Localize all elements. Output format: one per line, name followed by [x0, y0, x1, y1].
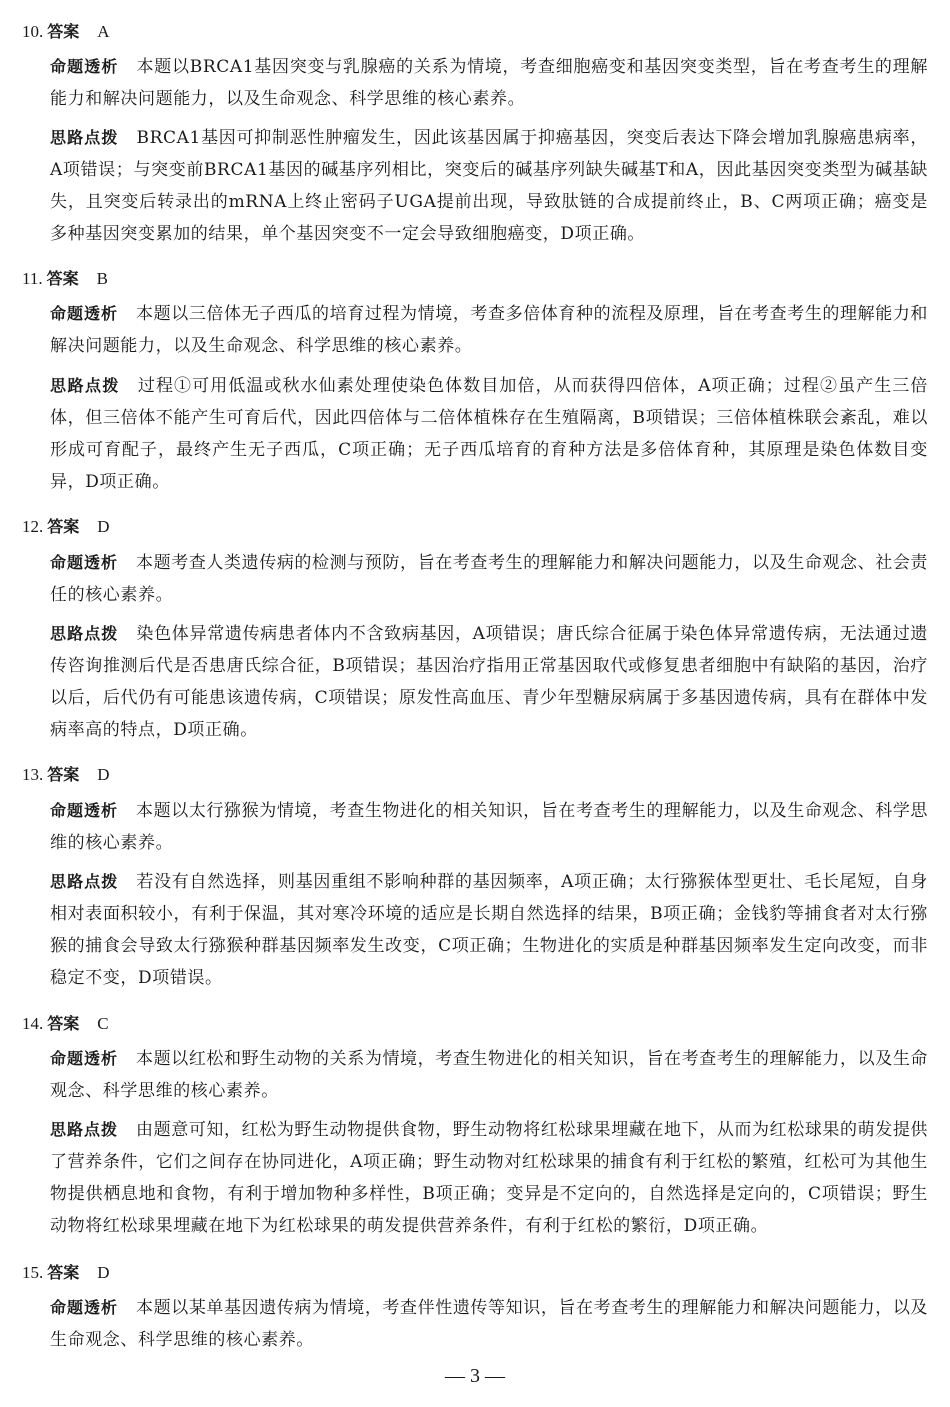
question-header [22, 1258, 110, 1288]
analysis-label: 命题透析 [50, 57, 119, 76]
hint-text: BRCA1基因可抑制恶性肿瘤发生，因此该基因属于抑癌基因，突变后表达下降会增加乳腺癌患病率，A项错误；与突变前BRCA1基因的碱基序列相比，突变后的碱基序列缺失碱基T和A，因此基因突变类型为碱基缺失，且突变后转录出的mRNA上终止密码子UGA提前出现，导致肽链的合成提前终止，B、C两项正确；癌变是多种基因突变累加的结果，单个基因突变不一定会导致细胞癌变，D项正确。 [50, 128, 928, 244]
analysis-label: 命题透析 [50, 1049, 119, 1068]
analysis-text: 本题以红松和野生动物的关系为情境，考查生物进化的相关知识，旨在考查考生的理解能力，以及生命观念、科学思维的核心素养。 [50, 1049, 929, 1101]
answer-value: B [96, 269, 108, 288]
page-number: — 3 — [445, 1365, 505, 1387]
question-number: 14. [22, 1014, 44, 1033]
hint-text: 过程①可用低温或秋水仙素处理使染色体数目加倍，从而获得四倍体，A项正确；过程②虽产生三倍体，但三倍体不能产生可育后代，因此四倍体与二倍体植株存在生殖隔离，B项错误；三倍体植株联会紊乱，难以形成可育配子，最终产生无子西瓜，C项正确；无子西瓜培育的育种方法是多倍体育种，其原理是染色体数目变异，D项正确。 [50, 376, 928, 492]
hint-label: 思路点拨 [50, 1120, 119, 1139]
analysis-label: 命题透析 [50, 304, 119, 323]
analysis-text: 本题以三倍体无子西瓜的培育过程为情境，考查多倍体育种的流程及原理，旨在考查考生的理解能力和解决问题能力，以及生命观念、科学思维的核心素养。 [50, 304, 929, 356]
analysis-paragraph [50, 51, 928, 115]
question-header [22, 1009, 109, 1039]
question-number: 15. [22, 1263, 44, 1282]
analysis-text: 本题以BRCA1基因突变与乳腺癌的关系为情境，考查细胞癌变和基因突变类型，旨在考查考生的理解能力和解决问题能力，以及生命观念、科学思维的核心素养。 [50, 57, 928, 109]
hint-paragraph [50, 370, 928, 498]
answer-label: 答案 [47, 1014, 80, 1033]
analysis-paragraph [50, 547, 928, 611]
hint-label: 思路点拨 [50, 128, 119, 147]
analysis-text: 本题以某单基因遗传病为情境，考查伴性遗传等知识，旨在考查考生的理解能力和解决问题能力，以及生命观念、科学思维的核心素养。 [50, 1298, 929, 1350]
answer-label: 答案 [47, 1263, 80, 1282]
hint-paragraph [50, 866, 928, 994]
answer-value: A [97, 22, 110, 41]
answer-value: D [97, 765, 110, 784]
question-header [22, 17, 110, 47]
question-number: 13. [22, 765, 44, 784]
analysis-paragraph [50, 795, 928, 859]
question-header [22, 512, 110, 542]
answer-value: D [97, 517, 110, 536]
hint-paragraph [50, 1114, 928, 1242]
analysis-text: 本题考查人类遗传病的检测与预防，旨在考查考生的理解能力和解决问题能力，以及生命观念、社会责任的核心素养。 [50, 553, 929, 605]
hint-label: 思路点拨 [50, 376, 120, 395]
hint-label: 思路点拨 [50, 872, 119, 891]
question-header [22, 760, 110, 790]
question-number: 11. [22, 269, 43, 288]
hint-text: 由题意可知，红松为野生动物提供食物，野生动物将红松球果埋藏在地下，从而为红松球果的萌发提供了营养条件，它们之间存在协同进化，A项正确；野生动物对红松球果的捕食有利于红松的繁殖，红松可为其他生物提供栖息地和食物，有利于增加物种多样性，B项正确；变异是不定向的，自然选择是定向的，C项错误；野生动物将红松球果埋藏在地下为红松球果的萌发提供营养条件，有利于红松的繁衍，D项正确。 [50, 1120, 929, 1236]
hint-text: 染色体异常遗传病患者体内不含致病基因，A项错误；唐氏综合征属于染色体异常遗传病，无法通过遗传咨询推测后代是否患唐氏综合征，B项错误；基因治疗指用正常基因取代或修复患者细胞中有缺陷的基因，治疗以后，后代仍有可能患该遗传病，C项错误；原发性高血压、青少年型糖尿病属于多基因遗传病，具有在群体中发病率高的特点，D项正确。 [50, 624, 928, 740]
answer-value: C [97, 1014, 109, 1033]
question-header [22, 264, 108, 294]
hint-label: 思路点拨 [50, 624, 119, 643]
analysis-label: 命题透析 [50, 801, 119, 820]
answer-label: 答案 [47, 22, 80, 41]
answer-label: 答案 [46, 269, 79, 288]
analysis-paragraph [50, 298, 928, 362]
hint-paragraph [50, 618, 928, 746]
analysis-text: 本题以太行猕猴为情境，考查生物进化的相关知识，旨在考查考生的理解能力，以及生命观念、科学思维的核心素养。 [50, 801, 929, 853]
answer-label: 答案 [47, 517, 80, 536]
analysis-paragraph [50, 1292, 928, 1356]
analysis-label: 命题透析 [50, 553, 119, 572]
question-number: 12. [22, 517, 44, 536]
hint-text: 若没有自然选择，则基因重组不影响种群的基因频率，A项正确；太行猕猴体型更壮、毛长尾短，自身相对表面积较小，有利于保温，其对寒冷环境的适应是长期自然选择的结果，B项正确；金钱豹等捕食者对太行猕猴的捕食会导致太行猕猴种群基因频率发生改变，C项正确；生物进化的实质是种群基因频率发生定向改变，而非稳定不变，D项错误。 [50, 872, 928, 988]
answer-label: 答案 [47, 765, 80, 784]
analysis-label: 命题透析 [50, 1298, 119, 1317]
question-number: 10. [22, 22, 44, 41]
analysis-paragraph [50, 1043, 928, 1107]
hint-paragraph [50, 122, 928, 250]
answer-value: D [97, 1263, 110, 1282]
